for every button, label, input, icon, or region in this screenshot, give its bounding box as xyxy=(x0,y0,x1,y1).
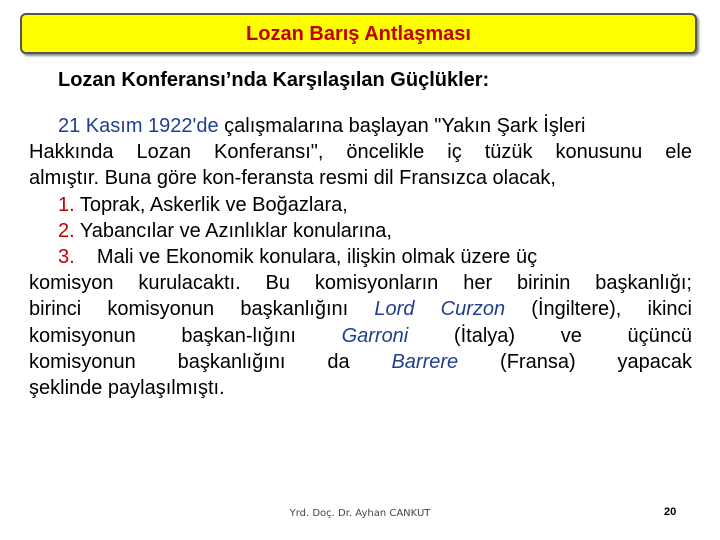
text-segment: (İtalya) ve üçüncü xyxy=(408,324,692,347)
paragraph-line-9 xyxy=(29,323,692,349)
text-segment: komisyonun başkanlığını da xyxy=(29,350,392,373)
list-item-2 xyxy=(29,218,692,244)
list-text: Toprak, Askerlik ve Boğazlara, xyxy=(74,193,348,216)
person-name-curzon: Lord Curzon xyxy=(374,298,506,321)
list-item-1 xyxy=(29,192,692,218)
intro-text: çalışmalarına başlayan "Yakın Şark İşleri xyxy=(218,115,586,137)
list-text: Mali ve Ekonomik konulara, ilişkin olmak üzere üç xyxy=(74,246,538,269)
paragraph-line-7: komisyon kurulacaktı. Bu komisyonların her birinin başkanlığı; xyxy=(29,272,692,295)
person-name-barrere: Barrere xyxy=(391,350,459,373)
text-segment: komisyonun başkan-lığını xyxy=(29,324,342,347)
list-number: 3. xyxy=(58,246,75,269)
slide-title: Lozan Barış Antlaşması xyxy=(246,23,471,45)
list-item-3 xyxy=(29,244,692,270)
paragraph-line-11: şeklinde paylaşılmıştı. xyxy=(29,377,225,400)
section-heading: Lozan Konferansı’nda Karşılaşılan Güçlükler: xyxy=(58,69,490,91)
list-number: 2. xyxy=(58,219,75,242)
paragraph-line-1 xyxy=(29,113,692,139)
paragraph-line-8 xyxy=(29,296,692,322)
text-segment: (İngiltere), ikinci xyxy=(505,298,692,321)
paragraph-line-3: almıştır. Buna göre kon-feransta resmi dil Fransızca olacak, xyxy=(29,167,556,190)
person-name-garroni: Garroni xyxy=(341,324,409,347)
text-segment: birinci komisyonun başkanlığını xyxy=(29,298,375,321)
body-text xyxy=(29,113,692,401)
title-bar xyxy=(20,13,697,54)
list-text: Yabancılar ve Azınlıklar konularına, xyxy=(74,219,392,242)
footer-author: Yrd. Doç. Dr. Ayhan CANKUT xyxy=(289,508,431,519)
paragraph-line-2: Hakkında Lozan Konferansı", öncelikle iç tüzük konusunu ele xyxy=(29,141,692,164)
date-text: 21 Kasım 1922'de xyxy=(58,115,219,137)
paragraph-line-10 xyxy=(29,349,692,375)
page-number: 20 xyxy=(664,506,677,518)
list-number: 1. xyxy=(58,193,75,216)
text-segment: (Fransa) yapacak xyxy=(458,350,692,373)
